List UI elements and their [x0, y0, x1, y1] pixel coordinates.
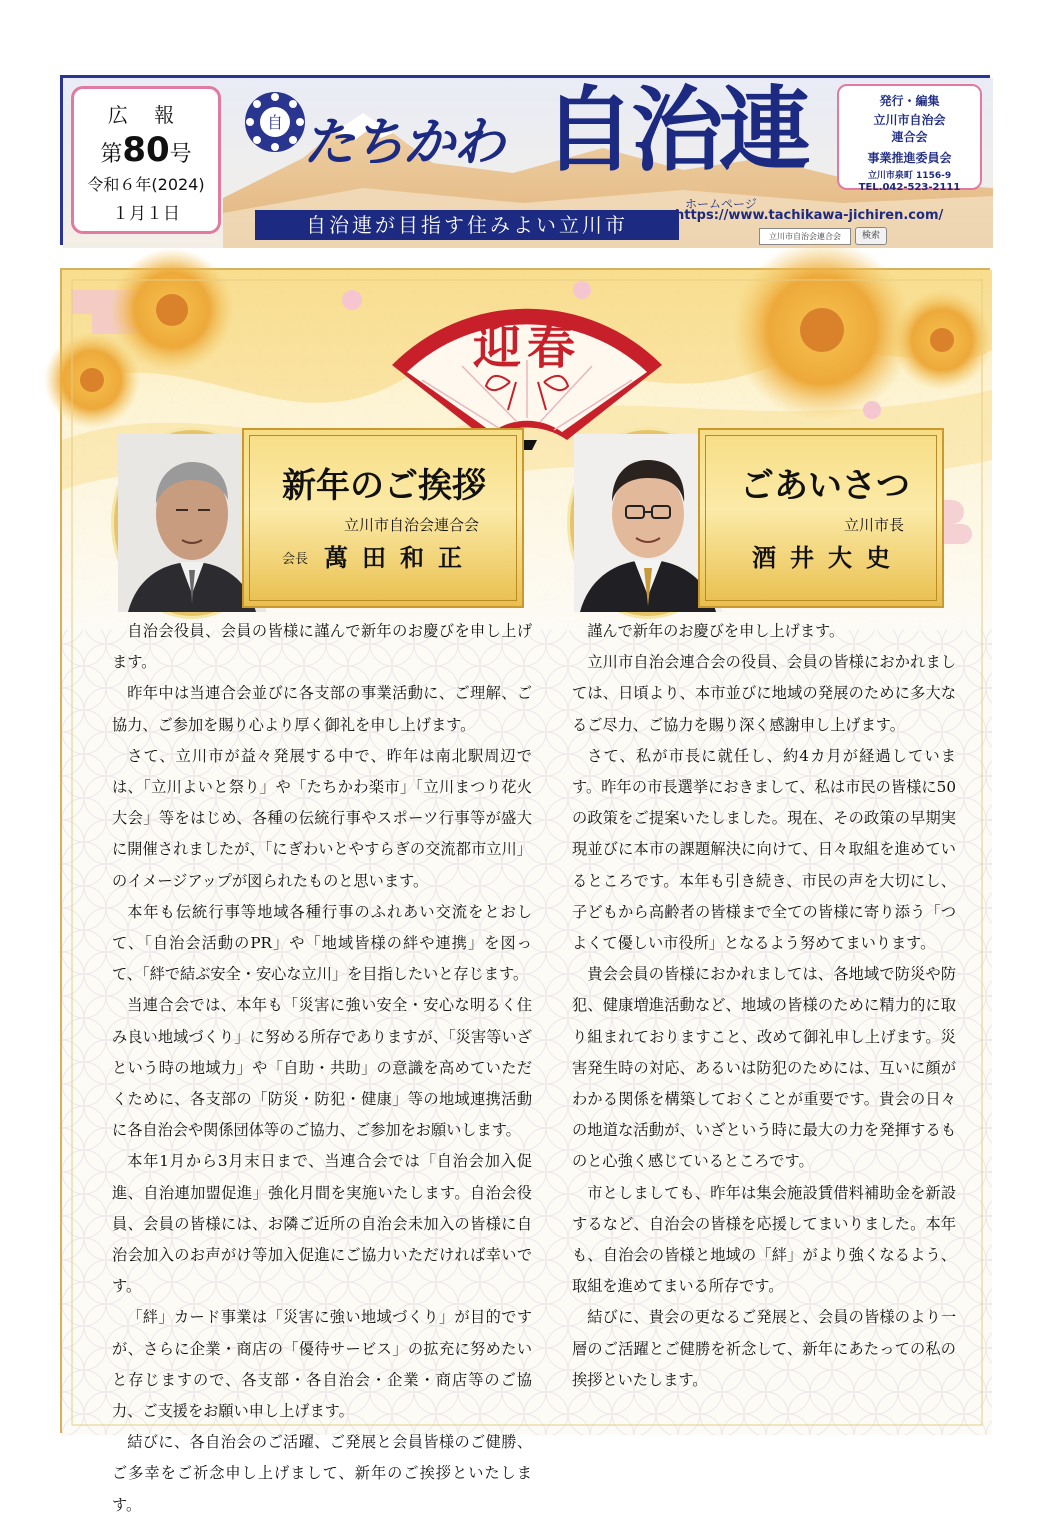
right-article-name: 酒井大史: [752, 543, 904, 572]
issue-date: １月１日: [112, 204, 180, 224]
homepage-url-link[interactable]: https://www.tachikawa-jichiren.com/: [675, 208, 944, 223]
left-article-org: 立川市自治会連合会: [344, 516, 480, 534]
right-article-body: [572, 616, 956, 1396]
left-article-role: 会長: [282, 552, 309, 567]
left-paragraph: 本年1月から3月末日まで、当連合会では「自治会加入促進、自治連加盟促進」強化月間を実施いたします。自治会役員、会員の皆様には、お隣ご近所の自治会未加入の皆様に自治会加入のお声がけ等加入促進にご協力いただければ幸いです。: [112, 1152, 532, 1296]
left-article-title: 新年のご挨拶: [282, 466, 486, 506]
issue-label: 広 報: [107, 103, 185, 127]
right-paragraph: さて、私が市長に就任し、約4カ月が経過しています。昨年の市長選挙におきまして、私は市民の皆様に50の政策をご提案いたしました。現在、その政策の早期実現並びに本市の課題解決に向けて、日々取組を進めているところです。本年も引き続き、市民の声を大切にし、子どもから高齢者の皆様まで全ての皆様に寄り添う「つよくて優しい市役所」となるよう努めてまいります。: [572, 746, 956, 953]
left-paragraph: 「絆」カード事業は「災害に強い地域づくり」が目的ですが、さらに企業・商店の「優待サービス」の拡充に努めたいと存じますので、各支部・各自治会・企業・商店等のご協力、ご支援をお願い申し上げます。: [112, 1308, 532, 1421]
slogan-banner: 自治連が目指す住みよい立川市: [255, 210, 679, 240]
search-button[interactable]: 検索: [855, 227, 887, 245]
search-input[interactable]: 立川市自治会連合会: [759, 228, 851, 245]
publisher-line3: 連合会: [891, 130, 928, 144]
city-emblem-icon: [243, 90, 307, 154]
publisher-line2: 立川市自治会: [873, 113, 946, 127]
left-paragraph: 自治会役員、会員の皆様に謹んで新年のお慶びを申し上げます。: [112, 622, 532, 672]
left-article-body: [112, 616, 532, 1521]
right-paragraph: 立川市自治会連合会の役員、会員の皆様におかれましては、日頃より、本市並びに地域の発展のために多大なるご尽力、ご協力を賜り深く感謝申し上げます。: [572, 653, 956, 734]
right-paragraph: 謹んで新年のお慶びを申し上げます。: [587, 622, 845, 640]
right-paragraph: 結びに、貴会の更なるご発展と、会員の皆様のより一層のご活躍とご健勝を祈念して、新年にあたっての私の挨拶といたします。: [572, 1308, 956, 1389]
publisher-address: 立川市泉町 1156-9: [867, 171, 952, 181]
geishun-title: 迎春: [472, 319, 581, 375]
publisher-tel: TEL.042-523-2111: [858, 182, 961, 193]
left-article-name: 萬田和正: [324, 543, 476, 572]
issue-number: 第80号: [100, 130, 192, 170]
left-paragraph: 当連合会では、本年も「災害に強い安全・安心な明るく住み良い地域づくり」に努める所存でありますが、「災害等いざという時の地域力」や「自助・共助」の意識を高めていただくために、各支部の「防災・防犯・健康」等の地域連携活動に各自治会や関係団体等のご協力、ご参加をお願いします。: [112, 996, 532, 1140]
publisher-line4: 事業推進委員会: [867, 151, 952, 165]
right-nameplate: [698, 428, 944, 608]
masthead: [60, 75, 990, 245]
right-article-org: 立川市長: [844, 516, 905, 534]
publisher-line1: 発行・編集: [879, 94, 940, 108]
left-paragraph: さて、立川市が益々発展する中で、昨年は南北駅周辺では、「立川よいと祭り」や「たちかわ楽市」「立川まつり花火大会」等をはじめ、各種の伝統行事やスポーツ行事等が盛大に開催されましたが、「にぎわいとやすらぎの交流都市立川」のイメージアップが図られたものと思います。: [112, 746, 532, 890]
new-year-panel: [60, 268, 990, 1514]
right-article-title: ごあいさつ: [740, 466, 910, 506]
issue-era-date: 令和６年(2024): [87, 175, 205, 194]
title-kana: たちかわ: [303, 112, 504, 173]
issue-info-box: [71, 86, 221, 234]
chrysanthemum-mid: [44, 332, 140, 428]
emblem-char: 自: [266, 113, 284, 132]
right-paragraph: 貴会会員の皆様におかれましては、各地域で防災や防犯、健康増進活動など、地域の皆様のために精力的に取り組まれておりますこと、改めて御礼申し上げます。災害発生時の対応、あるいは防犯のためには、互いに顔がわかる関係を構築しておくことが重要です。貴会の日々の地道な活動が、いざという時に最大の力を発揮するものと心強く感じているところです。: [572, 965, 956, 1171]
left-paragraph: 結びに、各自治会のご活躍、ご発展と会員皆様のご健勝、ご多幸をご祈念申し上げまして、新年のご挨拶といたします。: [112, 1433, 532, 1514]
publisher-box: [837, 84, 982, 193]
right-paragraph: 市としましても、昨年は集会施設賃借料補助金を新設するなど、自治会の皆様を応援してまいりました。本年も、自治会の皆様と地域の「絆」がより強くなるよう、取組を進めてまいる所存です。: [572, 1183, 956, 1296]
left-paragraph: 本年も伝統行事等地域各種行事のふれあい交流をとおして、「自治会活動のPR」や「地域皆様の絆や連携」を図って、「絆で結ぶ安全・安心な立川」を目指したいと存じます。: [112, 902, 532, 984]
left-paragraph: 昨年中は当連合会並びに各支部の事業活動に、ご理解、ご協力、ご参加を賜り心より厚く御礼を申し上げます。: [112, 684, 532, 734]
title-kanji: 自治連: [543, 76, 808, 184]
homepage-label: ホームページ: [685, 197, 757, 211]
